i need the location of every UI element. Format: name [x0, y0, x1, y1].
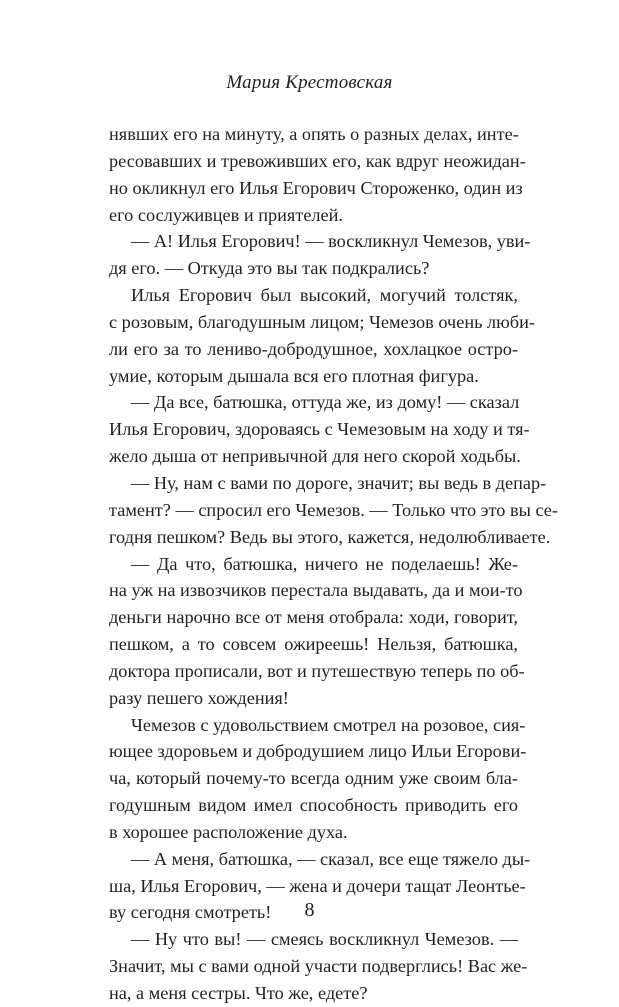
- text-line: нявших его на минуту, а опять о разных делах, инте-: [109, 124, 519, 144]
- text-line: дя его. — Откуда это вы так подкрались?: [109, 258, 430, 279]
- text-line: — Да все, батюшка, оттуда же, из дому! — сказал: [131, 392, 520, 413]
- text-line: в хорошее расположение духа.: [109, 821, 348, 842]
- text-line: ресовавших и тревоживших его, как вдруг неожидан-: [109, 150, 526, 171]
- text-line: ву сегодня смотреть!: [109, 902, 272, 923]
- text-line: ющее здоровьем и добродушием лицо Ильи Егорови-: [109, 741, 527, 762]
- text-line: деньги нарочно все от меня отобрала: ходи, говорит,: [109, 607, 518, 628]
- running-head-author: Мария Крестовская: [226, 72, 393, 93]
- text-line: умие, которым дышала вся его плотная фигура.: [109, 365, 479, 386]
- text-line: — А! Илья Егорович! — воскликнул Чемезов, уви-: [131, 231, 531, 252]
- text-line: годушным видом имел способность приводить его: [109, 795, 518, 816]
- text-line: Илья Егорович был высокий, могучий толстяк,: [131, 285, 518, 306]
- text-line: доктора прописали, вот и путешествую теперь по об-: [109, 660, 525, 681]
- text-line: пешком, а то совсем ожиреешь! Нельзя, батюшка,: [109, 634, 518, 655]
- body-text: [109, 121, 558, 1007]
- text-line: — А меня, батюшка, — сказал, все еще тяжело ды-: [131, 848, 531, 869]
- text-line: на, а меня сестры. Что же, едете?: [109, 983, 368, 1003]
- text-line: жело дыша от непривычной для него скорой ходьбы.: [109, 446, 521, 467]
- text-line: Илья Егорович, здороваясь с Чемезовым на ходу и тя-: [109, 419, 530, 440]
- text-line: ша, Илья Егорович, — жена и дочери тащат Леонтье-: [109, 875, 526, 896]
- text-line: Чемезов с удовольствием смотрел на розовое, сия-: [131, 714, 526, 735]
- text-line: с розовым, благодушным лицом; Чемезов очень люби-: [109, 311, 535, 332]
- text-line: — Ну, нам с вами по дороге, значит; вы ведь в депар-: [131, 472, 547, 493]
- text-line: — Да что, батюшка, ничего не поделаешь! Же-: [131, 553, 518, 574]
- page-number: 8: [304, 899, 315, 921]
- text-line: годня пешком? Ведь вы этого, кажется, недолюбливаете.: [109, 526, 551, 547]
- text-line: ча, который почему-то всегда одним уже своим бла-: [109, 768, 518, 789]
- text-line: тамент? — спросил его Чемезов. — Только что это вы се-: [109, 499, 558, 520]
- text-line: — Ну что вы! — смеясь воскликнул Чемезов. —: [131, 929, 518, 950]
- text-line: разу пешего хождения!: [109, 687, 289, 708]
- text-line: его сослуживцев и приятелей.: [109, 204, 344, 225]
- text-line: но окликнул его Илья Егорович Стороженко, один из: [109, 177, 523, 198]
- text-line: Значит, мы с вами одной участи подверглись! Вас же-: [109, 956, 528, 977]
- text-line: на уж на извозчиков перестала выдавать, да и мои-то: [109, 580, 523, 601]
- text-line: ли его за то лениво-добродушное, хохлацкое остро-: [109, 338, 518, 359]
